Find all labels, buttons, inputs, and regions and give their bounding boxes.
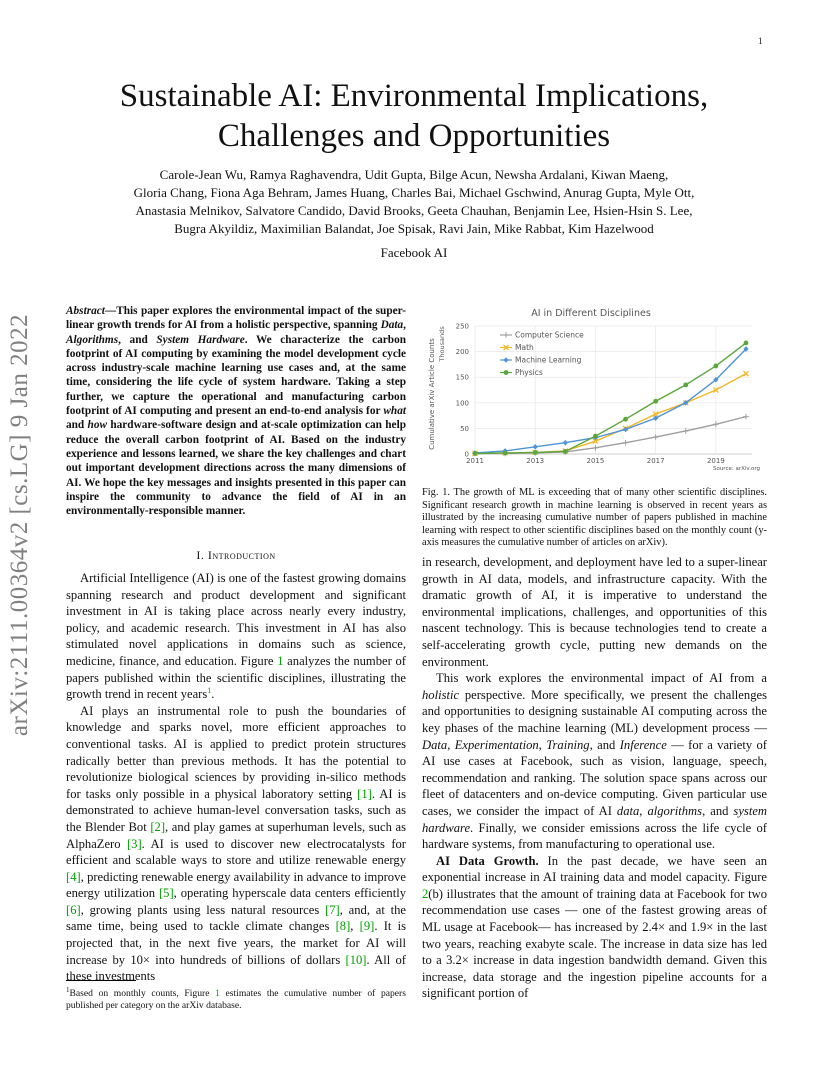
y-axis-label: Cumulative arXiv Article Counts <box>428 338 436 450</box>
paragraph <box>66 570 406 703</box>
data-point <box>563 440 568 446</box>
title-line: Challenges and Opportunities <box>217 118 611 154</box>
emphasis: algorithms <box>647 803 703 818</box>
data-point <box>504 370 509 375</box>
emphasis: holistic <box>422 687 460 702</box>
legend-label: Machine Learning <box>515 355 582 365</box>
data-point <box>653 399 658 404</box>
citation-link[interactable]: [9] <box>359 919 375 934</box>
text-run: , and, at the same time, being used to tackle climate changes <box>66 902 406 934</box>
text-run: . AI is demonstrated to achieve human-level conversation tasks, such as the Blender Bot <box>66 786 406 834</box>
paragraph <box>66 703 406 985</box>
paragraph <box>422 853 767 1002</box>
text-run: . AI is used to discover new electrocatalysts for efficient and scalable ways to store and utilize renewable energy <box>66 836 407 868</box>
text-run: Based on monthly counts, Figure <box>69 988 216 999</box>
data-point <box>653 434 659 440</box>
text-run: . All of these investments <box>66 952 406 984</box>
citation-link[interactable]: [7] <box>325 902 340 917</box>
abstract-label: Abstract <box>66 305 105 317</box>
abstract-text: and <box>66 419 88 432</box>
data-point <box>503 451 508 456</box>
series-line <box>475 349 746 453</box>
data-point <box>503 357 508 363</box>
abstract-text: This paper explores the environmental impact of the super-linear growth trends for AI from a holistic perspective, spanning <box>66 305 406 332</box>
y-tick-label: 50 <box>460 424 469 433</box>
growth-chart <box>422 300 767 478</box>
y-tick-label: 250 <box>455 322 469 331</box>
footnote-mark: 1 <box>66 985 70 994</box>
text-run: , <box>447 737 455 752</box>
affiliation: Facebook AI <box>380 245 448 260</box>
data-point <box>623 440 629 446</box>
right-column-body <box>422 554 767 1002</box>
text-run: , growing plants using less natural resources <box>80 902 326 917</box>
data-point <box>503 332 509 338</box>
y-tick-label: 150 <box>455 373 469 382</box>
data-point <box>713 422 719 428</box>
abstract-text: , <box>403 319 406 332</box>
text-run: , and <box>589 737 620 752</box>
emphasis: Data <box>422 737 448 752</box>
citation-link[interactable]: [4] <box>66 869 81 884</box>
footnote-link[interactable]: 1 <box>207 685 212 695</box>
figure-link[interactable]: 1 <box>215 988 220 999</box>
text-run: , operating hyperscale data centers efficiently <box>173 886 406 901</box>
data-point <box>743 371 748 376</box>
section-heading: I. Introduction <box>196 548 276 562</box>
citation-link[interactable]: [5] <box>158 886 174 901</box>
data-point <box>593 434 598 439</box>
data-point <box>533 444 538 450</box>
figure-caption: Fig. 1. The growth of ML is exceeding that of many other scientific disciplines. Significant research growth in machine learning is observed in recent years as illustrated by the increasing cumulative number of papers published in machine learning with respect to other scientific disciplines based on the monthly count (y-axis measures the cumulative number of articles on arXiv). <box>422 487 767 549</box>
paragraph <box>422 670 767 853</box>
text-run: . <box>211 687 215 702</box>
emphasis: Training <box>546 737 590 752</box>
text-run: — for a variety of AI use cases at Facebook, such as vision, language, speech, recommendation and ranking. The solution space spans across our fleet of datacenters and on-device computing. Given particular use cases, we consider the impact of AI <box>422 737 767 818</box>
abstract-text: , and <box>118 333 157 346</box>
text-run: (b) illustrates that the amount of training data at Facebook for two recommendation use cases — one of the fastest growing areas of ML usage at Facebook— has increased by 2.4× and 1.9× in the last two years, reaching exabyte scale. The increase in data size has led to a 3.2× increase in data ingestion bandwidth demand. Given this increase, data storage and the ingestion pipeline accounts for a significant portion of <box>422 886 767 1001</box>
title-line: Sustainable AI: Environmental Implications, <box>119 78 709 114</box>
data-point <box>743 414 749 420</box>
author-line: Anastasia Melnikov, Salvatore Candido, David Brooks, Geeta Chauhan, Benjamin Lee, Hsien-Hsin S. Lee, <box>135 203 693 218</box>
x-tick-label: 2011 <box>466 457 484 465</box>
text-run: estimates the cumulative number of papers published per category on the arXiv database. <box>66 988 406 1011</box>
text-run: AI plays an instrumental role to push the boundaries of knowledge and sparks novel, more efficient approaches to conventional tasks. AI is applied to predict protein structures radically better than previous methods. It has the potential to revolutionize biological sciences by providing in-silico methods for tasks only possible in a physical laboratory setting <box>66 703 406 801</box>
legend-label: Computer Science <box>515 330 584 340</box>
y-tick-label: 100 <box>455 399 469 408</box>
series-math <box>473 371 749 456</box>
data-point <box>563 449 568 454</box>
text-run: In the past decade, we have seen an exponential increase in AI training data and model capacity. Figure <box>422 853 767 885</box>
arxiv-identifier-text: arXiv:2111.00364v2 [cs.LG] 9 Jan 2022 <box>6 313 33 737</box>
paragraph-heading: AI Data Growth. <box>436 853 539 868</box>
x-tick-label: 2019 <box>706 457 725 465</box>
emphasis: data <box>616 803 640 818</box>
series-machine-learning <box>472 346 748 456</box>
data-point <box>623 417 628 422</box>
citation-link[interactable]: [8] <box>335 919 351 934</box>
abstract <box>66 304 406 518</box>
text-run: , <box>350 919 360 934</box>
figure-link[interactable]: 1 <box>277 653 284 668</box>
series-physics <box>473 340 749 455</box>
emphasis: Inference <box>619 737 667 752</box>
author-line: Carole-Jean Wu, Ramya Raghavendra, Udit Gupta, Bilge Acun, Newsha Ardalani, Kiwan Maeng, <box>159 167 669 182</box>
citation-link[interactable]: [2] <box>150 819 166 834</box>
figure-link[interactable]: 2 <box>422 886 429 901</box>
data-point <box>713 364 718 369</box>
left-column-body <box>66 570 406 985</box>
x-tick-label: 2015 <box>586 457 605 465</box>
paragraph: in research, development, and deployment have led to a super-linear growth in AI data, models, and infrastructure capacity. With the dramatic growth of AI, it is imperative to understand the environmental implications, challenges, and opportunities of this nascent technology. This is because technologies tend to create a self-accelerating growth cycle, putting new demands on the environment. <box>422 555 767 669</box>
text-run: Artificial Intelligence (AI) is one of the fastest growing domains spanning research and product development and significant investment in AI is taking place across nearly every industry, policy, and academic research. This investment in AI has also stimulated novel applications in domains such as science, medicine, finance, and education. Figure <box>66 571 406 668</box>
text-run: analyzes the number of papers published within the scientific disciplines, illustrating the growth trend in recent years <box>66 653 406 702</box>
footnote-divider <box>66 980 136 981</box>
citation-link[interactable]: [10] <box>345 952 367 967</box>
chart-title: AI in Different Disciplines <box>531 308 651 319</box>
citation-link[interactable]: [1] <box>357 786 372 801</box>
x-axis-ticks <box>466 457 725 465</box>
data-point <box>533 450 538 455</box>
y-axis-ticks <box>456 323 469 459</box>
abstract-emph: Data <box>380 319 404 332</box>
text-run: , <box>639 803 648 818</box>
arxiv-identifier <box>0 300 40 750</box>
data-point <box>473 451 478 456</box>
text-run: , <box>538 737 547 752</box>
x-tick-label: 2013 <box>526 457 545 465</box>
emphasis: Experimentation <box>454 737 539 752</box>
text-run: , predicting renewable energy availability in advance to improve energy utilization <box>66 869 406 901</box>
emphasis: system hardware <box>422 803 767 835</box>
author-line: Bugra Akyildiz, Maximilian Balandat, Joe Spisak, Ravi Jain, Mike Rabbat, Kim Hazelwood <box>174 221 654 236</box>
data-point <box>744 340 749 345</box>
legend-label: Math <box>515 343 534 353</box>
abstract-emph: how <box>87 419 108 432</box>
page-number: 1 <box>758 36 763 46</box>
abstract-dash: — <box>104 305 117 317</box>
citation-link[interactable]: [6] <box>66 902 81 917</box>
chart-series <box>472 340 749 456</box>
abstract-emph: Algorithms <box>66 333 119 346</box>
text-run: , and <box>702 803 734 818</box>
text-run: perspective. More specifically, we present the challenges and opportunities to designing sustainable AI computing across the key phases of the machine learning (ML) development process — <box>422 687 767 735</box>
text-run: . Finally, we consider emissions across the life cycle of hardware systems, from manufacturing to operational use. <box>422 820 767 852</box>
legend-label: Physics <box>515 368 543 378</box>
citation-link[interactable]: [3] <box>126 836 142 851</box>
data-point <box>593 445 599 451</box>
data-point <box>683 382 688 387</box>
text-run: This work explores the environmental impact of AI from a <box>436 671 767 686</box>
data-point <box>683 428 689 434</box>
y-tick-label: 0 <box>464 450 469 459</box>
chart-legend <box>500 331 584 378</box>
series-line <box>475 374 746 454</box>
abstract-emph: what <box>383 405 406 418</box>
footnote <box>66 985 406 1012</box>
text-run: , and play games at superhuman levels, such as AlphaZero <box>66 819 406 851</box>
abstract-text: hardware-software design and at-scale optimization can help reduce the overall carbon footprint of AI. Based on the industry experience and lessons learned, we share the key challenges and chart out important development directions across the many dimensions of AI. We hope the key messages and insights presented in this paper can inspire the community to advance the field of AI in an environmentally-responsible manner. <box>66 419 406 518</box>
paper-title <box>60 76 768 156</box>
x-tick-label: 2017 <box>646 457 665 465</box>
y-tick-label: 200 <box>455 348 469 357</box>
abstract-text: . We characterize the carbon footprint of AI computing by examining the model development cycle across industry-scale machine learning use cases and, at the same time, considering the life cycle of system hardware. Taking a step further, we capture the operational and manufacturing carbon footprint of AI computing and present an end-to-end analysis for <box>66 333 407 418</box>
chart-source: Source: arXiv.org <box>712 466 760 472</box>
abstract-emph: System Hardware <box>156 333 245 346</box>
author-line: Gloria Chang, Fiona Aga Behram, James Huang, Charles Bai, Michael Gschwind, Anurag Gupta, Myle Ott, <box>133 185 695 200</box>
text-run: . It is projected that, in the next five years, the market for AI will increase by 10× into hundreds of billions of dollars <box>66 919 406 967</box>
y-axis-unit: Thousands <box>438 326 446 362</box>
author-list <box>60 166 768 238</box>
